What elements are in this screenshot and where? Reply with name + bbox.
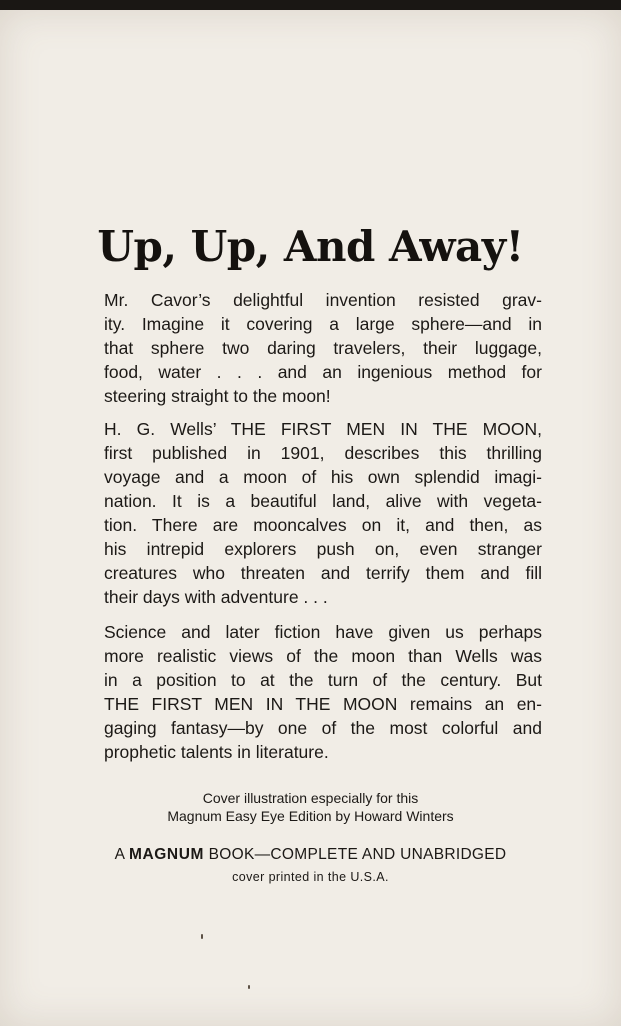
cover-credit-line-2: Magnum Easy Eye Edition by Howard Winters (167, 808, 454, 824)
text-line: food, water . . . and an ingenious method for (104, 362, 542, 382)
publisher-prefix: A (114, 846, 125, 863)
text-line: his intrepid explorers push on, even stranger (104, 539, 542, 559)
text-line: in a position to at the turn of the century. But (104, 670, 542, 690)
text-line: gaging fantasy—by one of the most colorful and (104, 718, 542, 738)
publisher-line (0, 846, 621, 864)
text-line: tion. There are mooncalves on it, and then, as (104, 515, 542, 535)
text-line: that sphere two daring travelers, their luggage, (104, 338, 542, 358)
text-line: Science and later fiction have given us perhaps (104, 622, 542, 642)
cover-credit-line-1: Cover illustration especially for this (202, 790, 419, 806)
publisher-brand: MAGNUM (128, 846, 205, 863)
back-cover-title: Up, Up, And Away! (97, 222, 524, 271)
text-line: nation. It is a beautiful land, alive with vegeta- (104, 491, 542, 511)
publisher-suffix: BOOK—COMPLETE AND UNABRIDGED (208, 846, 507, 863)
text-line: prophetic talents in literature. (104, 742, 329, 762)
paper-speck-mark (201, 934, 203, 939)
text-line: first published in 1901, describes this thrilling (104, 443, 542, 463)
text-line: voyage and a moon of his own splendid imagi- (104, 467, 542, 487)
blurb-paragraph-2 (104, 417, 542, 609)
text-line: Mr. Cavor’s delightful invention resisted grav- (104, 290, 542, 310)
paper-speck-mark (248, 985, 250, 989)
text-line: more realistic views of the moon than Wells was (104, 646, 542, 666)
text-line: THE FIRST MEN IN THE MOON remains an en- (104, 694, 542, 714)
text-line: creatures who threaten and terrify them and fill (104, 563, 542, 583)
printed-note: cover printed in the U.S.A. (232, 870, 389, 884)
blurb-paragraph-3 (104, 620, 542, 764)
text-line: steering straight to the moon! (104, 386, 331, 406)
text-line: H. G. Wells’ THE FIRST MEN IN THE MOON, (104, 419, 542, 439)
text-line: their days with adventure . . . (104, 587, 328, 607)
text-line: ity. Imagine it covering a large sphere—and in (104, 314, 542, 334)
blurb-paragraph-1 (104, 288, 542, 408)
book-top-edge (0, 0, 621, 10)
